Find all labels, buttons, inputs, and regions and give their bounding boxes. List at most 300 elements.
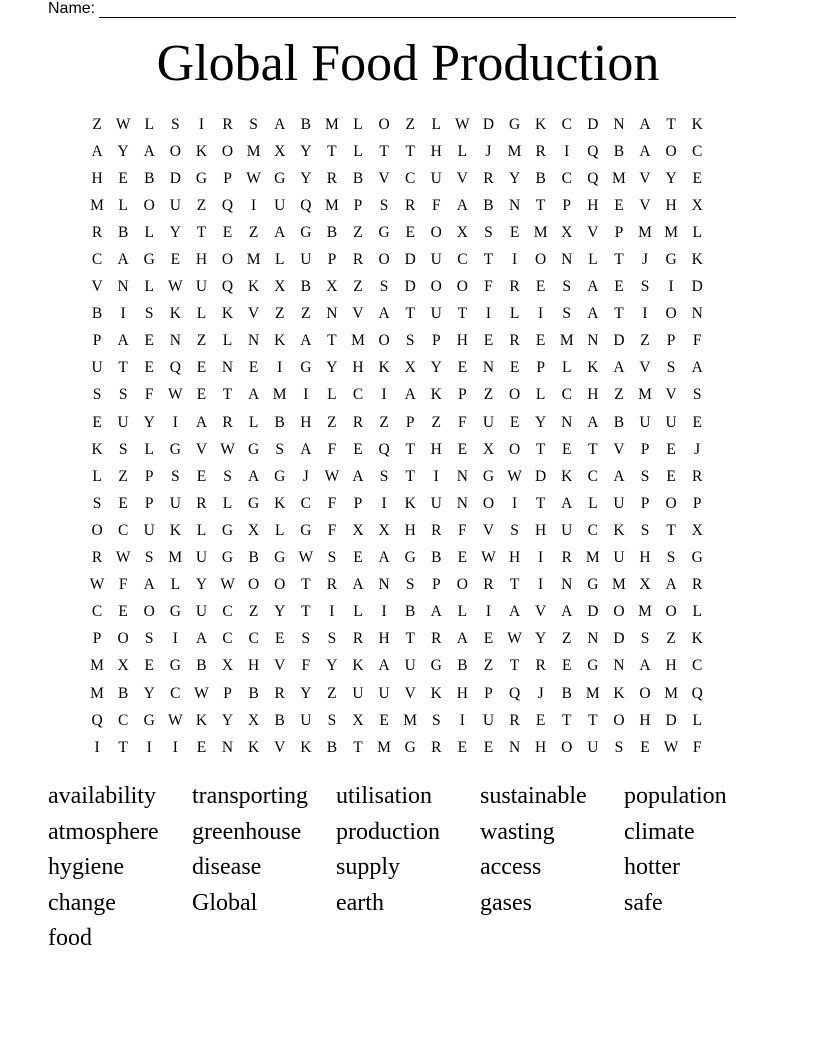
- grid-letter[interactable]: N: [117, 278, 129, 296]
- grid-letter[interactable]: T: [588, 440, 598, 458]
- grid-letter[interactable]: T: [535, 440, 546, 458]
- grid-letter[interactable]: R: [509, 332, 520, 350]
- grid-letter[interactable]: N: [561, 413, 573, 431]
- grid-letter[interactable]: G: [665, 251, 677, 269]
- grid-letter[interactable]: R: [91, 223, 103, 241]
- grid-letter[interactable]: L: [353, 142, 363, 160]
- grid-letter[interactable]: N: [221, 738, 234, 756]
- grid-letter[interactable]: H: [430, 440, 442, 458]
- grid-letter[interactable]: T: [405, 142, 415, 160]
- grid-letter[interactable]: S: [405, 332, 415, 350]
- grid-letter[interactable]: L: [692, 711, 702, 729]
- grid-letter[interactable]: P: [431, 576, 441, 594]
- grid-letter[interactable]: U: [117, 413, 129, 431]
- grid-letter[interactable]: A: [691, 359, 703, 377]
- grid-letter[interactable]: B: [483, 196, 494, 214]
- grid-letter[interactable]: E: [196, 467, 207, 485]
- grid-letter[interactable]: P: [458, 386, 467, 404]
- grid-letter[interactable]: Y: [508, 169, 521, 187]
- grid-letter[interactable]: L: [144, 440, 154, 458]
- grid-letter[interactable]: T: [562, 711, 572, 729]
- grid-letter[interactable]: O: [508, 440, 521, 458]
- grid-letter[interactable]: A: [352, 576, 364, 594]
- grid-letter[interactable]: K: [248, 278, 260, 296]
- grid-letter[interactable]: X: [248, 711, 260, 729]
- grid-letter[interactable]: B: [613, 413, 625, 431]
- grid-letter[interactable]: Z: [483, 657, 494, 675]
- grid-letter[interactable]: A: [587, 413, 599, 431]
- grid-letter[interactable]: K: [691, 115, 703, 133]
- grid-letter[interactable]: O: [665, 603, 677, 621]
- grid-letter[interactable]: M: [612, 576, 626, 594]
- grid-letter[interactable]: O: [508, 386, 521, 404]
- grid-letter[interactable]: H: [508, 549, 521, 567]
- grid-letter[interactable]: Z: [327, 684, 337, 702]
- grid-letter[interactable]: W: [220, 576, 235, 594]
- grid-letter[interactable]: Z: [431, 413, 441, 431]
- grid-letter[interactable]: Y: [195, 576, 208, 594]
- grid-letter[interactable]: N: [482, 359, 495, 377]
- grid-letter[interactable]: I: [381, 494, 387, 512]
- grid-letter[interactable]: N: [169, 332, 181, 350]
- grid-letter[interactable]: M: [585, 684, 600, 702]
- grid-letter[interactable]: N: [561, 576, 573, 594]
- grid-letter[interactable]: X: [482, 440, 495, 458]
- grid-letter[interactable]: A: [587, 305, 599, 323]
- grid-letter[interactable]: X: [639, 576, 651, 594]
- grid-letter[interactable]: O: [430, 278, 442, 296]
- grid-letter[interactable]: Z: [640, 332, 650, 350]
- grid-letter[interactable]: B: [117, 684, 129, 702]
- grid-letter[interactable]: M: [403, 711, 418, 729]
- grid-letter[interactable]: Z: [379, 413, 389, 431]
- grid-letter[interactable]: O: [91, 521, 103, 539]
- grid-letter[interactable]: D: [613, 332, 625, 350]
- grid-letter[interactable]: G: [587, 576, 599, 594]
- grid-letter[interactable]: T: [327, 332, 337, 350]
- grid-letter[interactable]: T: [353, 738, 363, 756]
- grid-letter[interactable]: H: [665, 196, 677, 214]
- grid-letter[interactable]: E: [666, 467, 676, 485]
- grid-letter[interactable]: A: [195, 413, 208, 431]
- grid-letter[interactable]: Y: [221, 711, 234, 729]
- grid-letter[interactable]: D: [482, 115, 495, 133]
- grid-letter[interactable]: G: [508, 115, 521, 133]
- grid-letter[interactable]: U: [613, 549, 625, 567]
- grid-letter[interactable]: I: [329, 603, 335, 621]
- grid-letter[interactable]: M: [377, 738, 391, 756]
- grid-letter[interactable]: Q: [91, 711, 103, 729]
- grid-letter[interactable]: B: [300, 278, 311, 296]
- grid-letter[interactable]: T: [666, 115, 676, 133]
- grid-letter[interactable]: L: [222, 494, 233, 512]
- grid-letter[interactable]: C: [587, 521, 598, 539]
- grid-letter[interactable]: T: [666, 521, 676, 539]
- grid-letter[interactable]: I: [381, 603, 387, 621]
- grid-letter[interactable]: R: [431, 630, 442, 648]
- grid-letter[interactable]: F: [144, 386, 154, 404]
- grid-letter[interactable]: E: [457, 738, 468, 756]
- grid-letter[interactable]: A: [639, 142, 651, 160]
- grid-letter[interactable]: Y: [535, 630, 547, 648]
- grid-letter[interactable]: B: [248, 549, 259, 567]
- grid-letter[interactable]: A: [117, 332, 129, 350]
- grid-letter[interactable]: A: [378, 549, 390, 567]
- grid-letter[interactable]: C: [457, 251, 468, 269]
- grid-letter[interactable]: E: [535, 711, 546, 729]
- grid-letter[interactable]: A: [613, 359, 625, 377]
- grid-letter[interactable]: C: [692, 142, 703, 160]
- grid-letter[interactable]: A: [143, 142, 155, 160]
- grid-letter[interactable]: D: [691, 278, 703, 296]
- grid-letter[interactable]: C: [117, 521, 129, 539]
- grid-letter[interactable]: A: [378, 657, 390, 675]
- grid-letter[interactable]: N: [587, 332, 599, 350]
- grid-letter[interactable]: R: [196, 494, 207, 512]
- grid-letter[interactable]: K: [300, 738, 312, 756]
- grid-letter[interactable]: N: [326, 305, 338, 323]
- grid-letter[interactable]: L: [196, 521, 207, 539]
- grid-letter[interactable]: S: [640, 278, 650, 296]
- grid-letter[interactable]: E: [692, 169, 702, 187]
- grid-letter[interactable]: R: [405, 196, 416, 214]
- grid-letter[interactable]: U: [91, 359, 103, 377]
- grid-letter[interactable]: I: [433, 467, 439, 485]
- grid-letter[interactable]: H: [665, 657, 677, 675]
- grid-letter[interactable]: P: [562, 196, 572, 214]
- grid-letter[interactable]: A: [248, 386, 260, 404]
- grid-letter[interactable]: K: [195, 711, 208, 729]
- grid-letter[interactable]: Z: [614, 386, 624, 404]
- grid-letter[interactable]: Y: [326, 359, 338, 377]
- grid-letter[interactable]: S: [144, 549, 154, 567]
- grid-letter[interactable]: Z: [196, 332, 207, 350]
- grid-letter[interactable]: B: [613, 142, 625, 160]
- grid-letter[interactable]: K: [352, 657, 364, 675]
- grid-letter[interactable]: E: [483, 630, 494, 648]
- grid-letter[interactable]: T: [509, 576, 520, 594]
- grid-letter[interactable]: K: [587, 359, 599, 377]
- grid-letter[interactable]: T: [535, 494, 546, 512]
- grid-letter[interactable]: F: [692, 738, 702, 756]
- grid-letter[interactable]: X: [404, 359, 416, 377]
- grid-letter[interactable]: Y: [535, 413, 547, 431]
- grid-letter[interactable]: G: [691, 549, 703, 567]
- grid-letter[interactable]: S: [118, 440, 128, 458]
- grid-letter[interactable]: A: [248, 467, 260, 485]
- grid-letter[interactable]: E: [640, 738, 650, 756]
- grid-letter[interactable]: X: [352, 711, 364, 729]
- grid-letter[interactable]: N: [378, 576, 390, 594]
- grid-letter[interactable]: T: [196, 223, 207, 241]
- grid-letter[interactable]: H: [587, 196, 599, 214]
- grid-letter[interactable]: T: [301, 603, 311, 621]
- grid-letter[interactable]: O: [169, 142, 181, 160]
- grid-letter[interactable]: F: [327, 521, 337, 539]
- grid-letter[interactable]: R: [431, 521, 442, 539]
- grid-letter[interactable]: P: [223, 684, 232, 702]
- grid-letter[interactable]: W: [115, 549, 131, 567]
- grid-letter[interactable]: A: [274, 115, 286, 133]
- grid-letter[interactable]: K: [169, 305, 181, 323]
- grid-letter[interactable]: K: [248, 738, 260, 756]
- grid-letter[interactable]: U: [300, 251, 312, 269]
- grid-letter[interactable]: N: [221, 359, 234, 377]
- grid-letter[interactable]: P: [536, 359, 545, 377]
- grid-letter[interactable]: I: [511, 494, 518, 512]
- grid-letter[interactable]: Y: [300, 169, 312, 187]
- grid-letter[interactable]: C: [222, 630, 233, 648]
- grid-letter[interactable]: M: [533, 223, 548, 241]
- grid-letter[interactable]: E: [118, 494, 128, 512]
- grid-letter[interactable]: G: [274, 169, 286, 187]
- grid-letter[interactable]: H: [300, 413, 312, 431]
- grid-letter[interactable]: H: [456, 332, 468, 350]
- grid-letter[interactable]: O: [143, 603, 155, 621]
- grid-letter[interactable]: K: [430, 386, 442, 404]
- grid-letter[interactable]: O: [613, 711, 625, 729]
- grid-letter[interactable]: E: [353, 549, 363, 567]
- grid-letter[interactable]: C: [561, 115, 572, 133]
- grid-letter[interactable]: U: [613, 494, 625, 512]
- grid-letter[interactable]: N: [456, 467, 468, 485]
- grid-letter[interactable]: A: [561, 494, 573, 512]
- grid-letter[interactable]: R: [692, 576, 703, 594]
- grid-letter[interactable]: A: [639, 115, 651, 133]
- grid-letter[interactable]: T: [509, 657, 520, 675]
- grid-letter[interactable]: S: [562, 278, 572, 296]
- grid-letter[interactable]: E: [196, 738, 207, 756]
- grid-letter[interactable]: F: [458, 521, 467, 539]
- grid-letter[interactable]: E: [614, 278, 624, 296]
- grid-letter[interactable]: R: [509, 278, 520, 296]
- grid-letter[interactable]: X: [691, 521, 703, 539]
- grid-letter[interactable]: L: [196, 305, 207, 323]
- grid-letter[interactable]: P: [144, 494, 154, 512]
- grid-letter[interactable]: A: [143, 576, 155, 594]
- grid-letter[interactable]: R: [535, 657, 546, 675]
- grid-letter[interactable]: B: [326, 223, 338, 241]
- grid-letter[interactable]: Z: [248, 223, 259, 241]
- grid-letter[interactable]: Q: [508, 684, 521, 702]
- grid-letter[interactable]: F: [327, 494, 337, 512]
- grid-letter[interactable]: G: [378, 223, 390, 241]
- grid-letter[interactable]: S: [562, 305, 572, 323]
- grid-letter[interactable]: N: [613, 657, 625, 675]
- grid-letter[interactable]: G: [221, 521, 234, 539]
- grid-letter[interactable]: A: [508, 603, 521, 621]
- grid-letter[interactable]: S: [275, 440, 285, 458]
- grid-letter[interactable]: E: [509, 359, 520, 377]
- grid-letter[interactable]: A: [587, 278, 599, 296]
- grid-letter[interactable]: O: [274, 576, 286, 594]
- grid-letter[interactable]: N: [508, 196, 521, 214]
- grid-letter[interactable]: I: [485, 603, 492, 621]
- grid-letter[interactable]: S: [118, 386, 128, 404]
- grid-letter[interactable]: E: [457, 549, 468, 567]
- grid-letter[interactable]: S: [666, 359, 676, 377]
- grid-letter[interactable]: L: [535, 386, 546, 404]
- grid-letter[interactable]: D: [535, 467, 547, 485]
- grid-letter[interactable]: U: [639, 413, 651, 431]
- grid-letter[interactable]: W: [507, 467, 522, 485]
- grid-letter[interactable]: S: [640, 630, 650, 648]
- grid-letter[interactable]: L: [353, 115, 363, 133]
- grid-letter[interactable]: E: [353, 440, 363, 458]
- grid-letter[interactable]: D: [404, 278, 416, 296]
- grid-letter[interactable]: S: [327, 630, 337, 648]
- grid-letter[interactable]: G: [300, 521, 312, 539]
- grid-letter[interactable]: X: [378, 521, 390, 539]
- grid-letter[interactable]: H: [639, 711, 651, 729]
- grid-letter[interactable]: S: [405, 576, 415, 594]
- grid-letter[interactable]: B: [352, 169, 364, 187]
- grid-letter[interactable]: I: [538, 305, 544, 323]
- grid-letter[interactable]: V: [378, 169, 390, 187]
- grid-letter[interactable]: S: [640, 467, 650, 485]
- grid-letter[interactable]: E: [666, 440, 676, 458]
- grid-letter[interactable]: K: [691, 251, 703, 269]
- grid-letter[interactable]: C: [222, 603, 233, 621]
- grid-letter[interactable]: O: [456, 278, 468, 296]
- grid-letter[interactable]: C: [561, 169, 572, 187]
- grid-letter[interactable]: W: [168, 711, 183, 729]
- grid-letter[interactable]: Z: [196, 196, 207, 214]
- grid-letter[interactable]: L: [431, 115, 441, 133]
- grid-letter[interactable]: A: [274, 223, 286, 241]
- grid-letter[interactable]: Y: [143, 684, 155, 702]
- grid-letter[interactable]: S: [614, 738, 624, 756]
- grid-letter[interactable]: W: [168, 278, 183, 296]
- grid-letter[interactable]: A: [91, 142, 103, 160]
- grid-letter[interactable]: N: [456, 494, 468, 512]
- grid-letter[interactable]: U: [482, 413, 495, 431]
- grid-letter[interactable]: M: [90, 684, 104, 702]
- grid-letter[interactable]: V: [195, 440, 208, 458]
- name-blank-line[interactable]: [99, 2, 736, 18]
- grid-letter[interactable]: G: [143, 251, 155, 269]
- grid-letter[interactable]: B: [196, 657, 207, 675]
- grid-letter[interactable]: A: [430, 603, 442, 621]
- grid-letter[interactable]: U: [430, 305, 442, 323]
- grid-letter[interactable]: A: [195, 630, 208, 648]
- grid-letter[interactable]: X: [561, 223, 573, 241]
- grid-letter[interactable]: R: [91, 549, 103, 567]
- grid-letter[interactable]: M: [638, 386, 652, 404]
- grid-letter[interactable]: W: [168, 386, 183, 404]
- grid-letter[interactable]: O: [665, 305, 677, 323]
- grid-letter[interactable]: D: [404, 251, 416, 269]
- grid-letter[interactable]: Z: [92, 115, 102, 133]
- grid-letter[interactable]: W: [324, 467, 340, 485]
- grid-letter[interactable]: G: [404, 549, 416, 567]
- grid-letter[interactable]: Q: [169, 359, 181, 377]
- grid-letter[interactable]: A: [456, 630, 468, 648]
- grid-letter[interactable]: V: [587, 223, 599, 241]
- grid-letter[interactable]: W: [220, 440, 235, 458]
- grid-letter[interactable]: X: [274, 278, 286, 296]
- grid-letter[interactable]: L: [144, 278, 154, 296]
- grid-letter[interactable]: S: [431, 711, 441, 729]
- grid-letter[interactable]: N: [691, 305, 703, 323]
- grid-letter[interactable]: J: [694, 440, 701, 458]
- grid-letter[interactable]: S: [327, 549, 337, 567]
- grid-letter[interactable]: N: [508, 738, 521, 756]
- grid-letter[interactable]: H: [195, 251, 208, 269]
- grid-letter[interactable]: B: [91, 305, 103, 323]
- grid-letter[interactable]: P: [92, 630, 102, 648]
- grid-letter[interactable]: S: [92, 494, 102, 512]
- grid-letter[interactable]: F: [458, 413, 467, 431]
- grid-letter[interactable]: M: [585, 549, 600, 567]
- grid-letter[interactable]: L: [170, 576, 181, 594]
- grid-letter[interactable]: C: [91, 251, 103, 269]
- grid-letter[interactable]: E: [170, 251, 181, 269]
- grid-letter[interactable]: O: [221, 142, 234, 160]
- grid-letter[interactable]: Y: [274, 603, 286, 621]
- grid-letter[interactable]: G: [482, 467, 495, 485]
- grid-letter[interactable]: E: [483, 738, 494, 756]
- grid-letter[interactable]: V: [482, 521, 495, 539]
- grid-letter[interactable]: N: [613, 115, 625, 133]
- grid-letter[interactable]: I: [94, 738, 100, 756]
- grid-letter[interactable]: V: [352, 305, 364, 323]
- grid-letter[interactable]: G: [404, 738, 416, 756]
- grid-letter[interactable]: Q: [221, 196, 234, 214]
- grid-letter[interactable]: G: [169, 603, 181, 621]
- grid-letter[interactable]: W: [194, 684, 209, 702]
- grid-letter[interactable]: A: [300, 332, 312, 350]
- grid-letter[interactable]: L: [327, 386, 337, 404]
- grid-letter[interactable]: L: [457, 603, 468, 621]
- grid-letter[interactable]: R: [692, 467, 703, 485]
- grid-letter[interactable]: R: [535, 142, 546, 160]
- grid-letter[interactable]: L: [562, 359, 572, 377]
- grid-letter[interactable]: H: [430, 142, 442, 160]
- grid-letter[interactable]: O: [430, 223, 442, 241]
- grid-letter[interactable]: I: [172, 413, 178, 431]
- grid-letter[interactable]: X: [352, 521, 364, 539]
- grid-letter[interactable]: D: [587, 603, 599, 621]
- grid-letter[interactable]: T: [405, 305, 415, 323]
- grid-letter[interactable]: L: [692, 223, 702, 241]
- grid-letter[interactable]: D: [587, 115, 599, 133]
- grid-letter[interactable]: M: [664, 684, 678, 702]
- grid-letter[interactable]: O: [456, 576, 468, 594]
- grid-letter[interactable]: M: [246, 251, 261, 269]
- grid-letter[interactable]: Z: [353, 223, 363, 241]
- grid-letter[interactable]: F: [484, 278, 493, 296]
- grid-letter[interactable]: A: [378, 305, 390, 323]
- grid-letter[interactable]: M: [168, 549, 183, 567]
- grid-letter[interactable]: V: [639, 196, 651, 214]
- grid-letter[interactable]: O: [639, 684, 651, 702]
- grid-letter[interactable]: S: [301, 630, 311, 648]
- grid-letter[interactable]: B: [561, 684, 572, 702]
- grid-letter[interactable]: Y: [300, 142, 312, 160]
- grid-letter[interactable]: P: [405, 413, 415, 431]
- grid-letter[interactable]: B: [457, 657, 468, 675]
- grid-letter[interactable]: H: [378, 630, 390, 648]
- grid-letter[interactable]: E: [457, 440, 468, 458]
- grid-letter[interactable]: F: [431, 196, 441, 214]
- grid-letter[interactable]: U: [587, 738, 599, 756]
- grid-letter[interactable]: V: [248, 305, 260, 323]
- grid-letter[interactable]: R: [509, 711, 520, 729]
- grid-letter[interactable]: O: [221, 251, 234, 269]
- grid-letter[interactable]: A: [352, 467, 364, 485]
- grid-letter[interactable]: H: [404, 521, 416, 539]
